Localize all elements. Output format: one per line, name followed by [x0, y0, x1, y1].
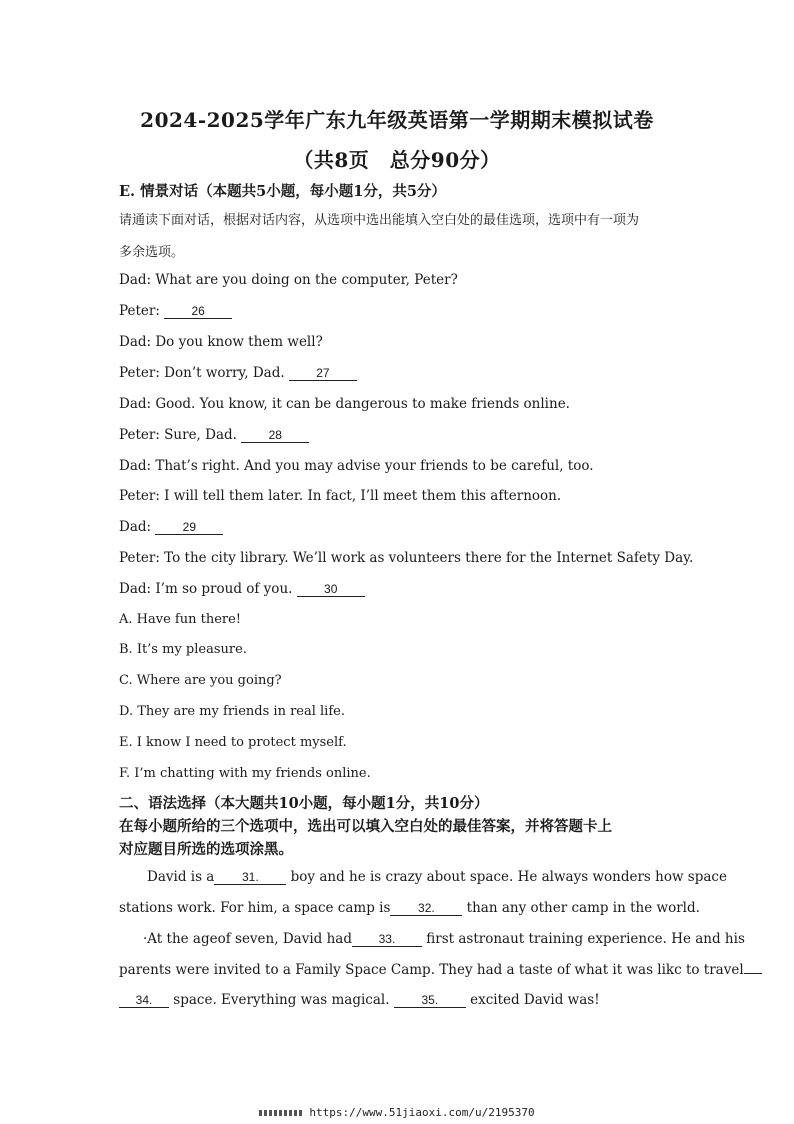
exam-title: 2024-2025学年广东九年级英语第一学期期末模拟试卷: [140, 108, 654, 132]
section-e-instruction-1: 请通读下面对话，根据对话内容，从选项中选出能填入空白处的最佳选项，选项中有一项为: [119, 213, 640, 228]
dialogue-line: Dad: Do you know them well?: [119, 334, 323, 350]
section-2-heading: 二、语法选择（本大题共10小题，每小题1分，共10分）: [119, 795, 489, 812]
blank-28[interactable]: 28: [241, 428, 309, 443]
option-b: B. It’s my pleasure.: [119, 642, 247, 657]
dialogue-line: Dad: 29: [119, 519, 223, 535]
blank-34[interactable]: 34.: [119, 993, 169, 1008]
dialogue-line: Peter: Sure, Dad. 28: [119, 427, 309, 443]
blank-31[interactable]: 31.: [214, 870, 286, 885]
exam-subtitle: （共8页 总分90分）: [293, 148, 501, 172]
dialogue-line: Dad: That’s right. And you may advise your friends to be careful, too.: [119, 458, 594, 474]
blank-34-start: [744, 973, 762, 974]
blank-27[interactable]: 27: [289, 366, 357, 381]
footer: [0, 1106, 794, 1119]
section-e-instruction-2: 多余选项。: [119, 245, 185, 260]
footer-url[interactable]: https://www.51jiaoxi.com/u/2195370: [309, 1106, 535, 1119]
option-f: F. I’m chatting with my friends online.: [119, 766, 371, 781]
blank-35[interactable]: 35.: [394, 993, 466, 1008]
blank-32[interactable]: 32.: [390, 901, 462, 916]
blank-26[interactable]: 26: [164, 304, 232, 319]
section-e-heading: E. 情景对话（本题共5小题，每小题1分，共5分）: [119, 183, 446, 200]
dialogue-line: Dad: What are you doing on the computer, Peter?: [119, 272, 458, 288]
passage-line: stations work. For him, a space camp is 32. than any other camp in the world.: [119, 900, 700, 916]
option-a: A. Have fun there!: [119, 612, 242, 627]
option-e: E. I know I need to protect myself.: [119, 735, 347, 750]
option-d: D. They are my friends in real life.: [119, 704, 345, 719]
dialogue-line: Dad: Good. You know, it can be dangerous to make friends online.: [119, 396, 570, 412]
dialogue-line: Peter: Don’t worry, Dad. 27: [119, 365, 357, 381]
blank-29[interactable]: 29: [155, 520, 223, 535]
blank-30[interactable]: 30: [297, 582, 365, 597]
section-2-instruction-1: 在每小题所给的三个选项中，选出可以填入空白处的最佳答案，并将答题卡上: [119, 818, 612, 835]
blank-33[interactable]: 33.: [352, 932, 422, 947]
watermark-logo-icon: [259, 1110, 303, 1116]
passage-line: David is a 31. boy and he is crazy about space. He always wonders how space: [147, 869, 727, 885]
passage-line: parents were invited to a Family Space Camp. They had a taste of what it was likc to travel: [119, 962, 762, 978]
dialogue-line: Peter: I will tell them later. In fact, I’ll meet them this afternoon.: [119, 488, 562, 504]
dialogue-line: Peter: 26: [119, 303, 232, 319]
section-2-instruction-2: 对应题目所选的选项涂黑。: [119, 841, 293, 858]
dialogue-line: Peter: To the city library. We’ll work as volunteers there for the Internet Safety Day.: [119, 550, 694, 566]
dialogue-line: Dad: I’m so proud of you. 30: [119, 581, 365, 597]
passage-line: ·At the ageof seven, David had 33. first astronaut training experience. He and his: [143, 931, 745, 947]
option-c: C. Where are you going?: [119, 673, 282, 688]
passage-line: 34. space. Everything was magical. 35. excited David was!: [119, 992, 600, 1008]
